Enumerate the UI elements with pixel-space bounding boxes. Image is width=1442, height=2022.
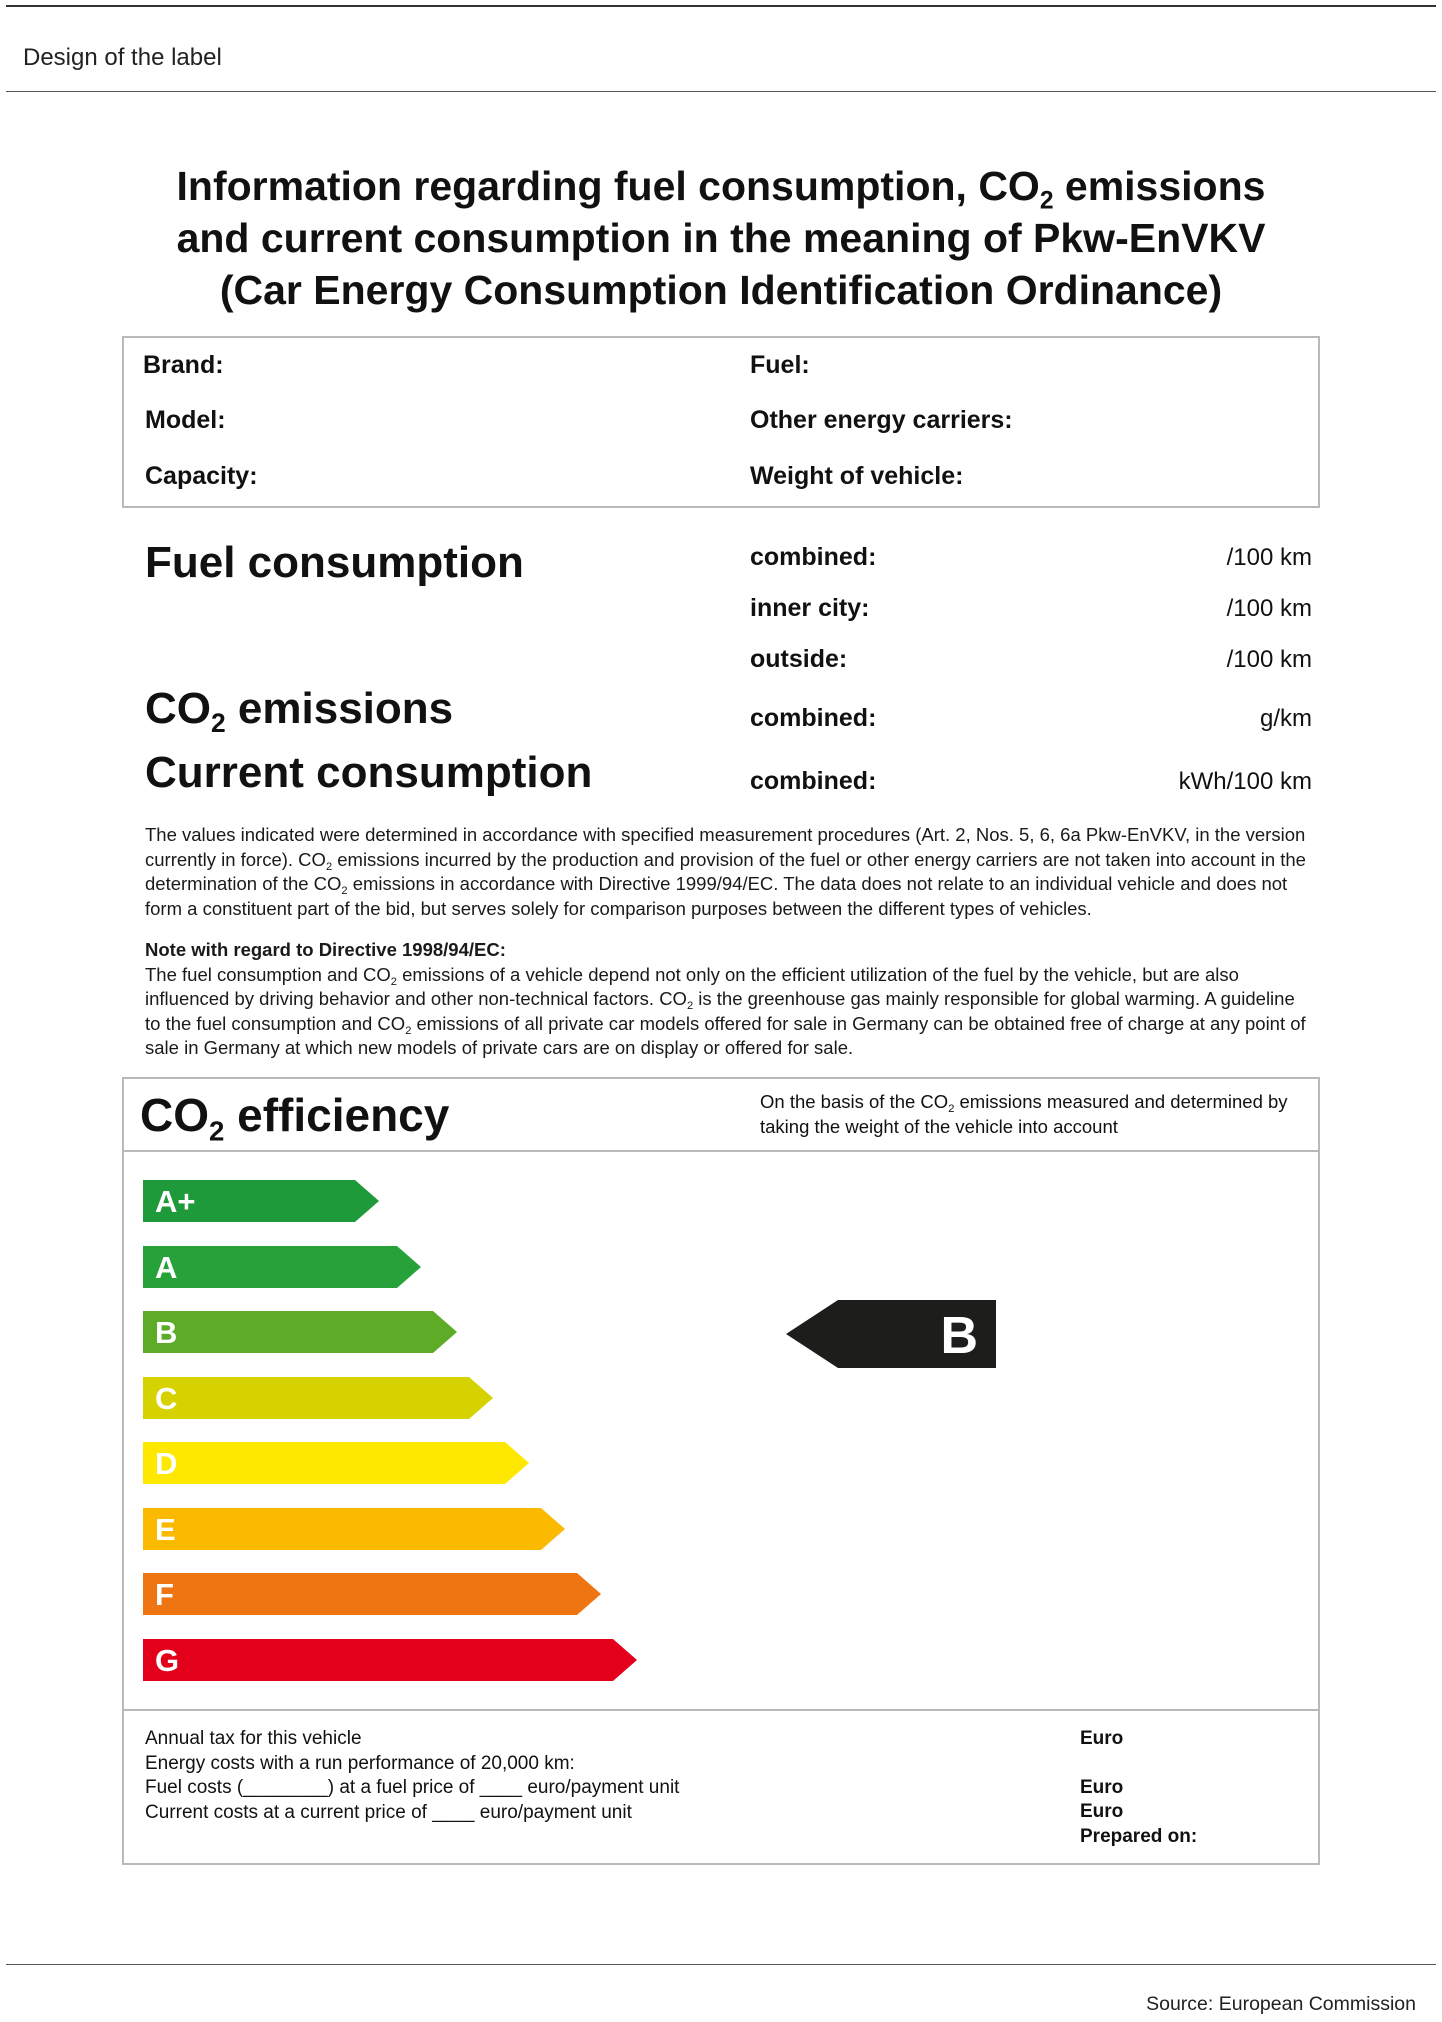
fuel-combined-unit: /100 km <box>1226 544 1312 571</box>
rating-arrow <box>786 1300 996 1368</box>
co2-efficiency-title: $CO_2$ efficiency <box>140 1089 450 1147</box>
efficiency-class-shape <box>143 1311 457 1353</box>
section-title: Design of the label <box>23 44 222 71</box>
vehicle-info-box <box>122 336 1320 508</box>
other-energy-label: Other energy carriers: <box>750 406 1013 434</box>
efficiency-class-shape <box>143 1639 637 1681</box>
efficiency-class-shape <box>143 1246 421 1288</box>
fuel-inner-city-unit: /100 km <box>1226 595 1312 622</box>
directive-note-heading: Note with regard to Directive 1998/94/EC: <box>145 939 506 960</box>
efficiency-class-label: D <box>155 1446 178 1481</box>
efficiency-class-shape <box>143 1442 529 1484</box>
current-consumption-heading: Current consumption <box>145 748 593 797</box>
efficiency-class-a-plus-bar <box>143 1180 379 1222</box>
efficiency-class-a-bar <box>143 1246 421 1288</box>
efficiency-class-b-bar <box>143 1311 457 1353</box>
euro-current: Euro <box>1080 1801 1124 1822</box>
model-label: Model: <box>145 406 226 434</box>
efficiency-class-label: A+ <box>155 1184 196 1219</box>
bottom-rule <box>6 1964 1436 1965</box>
current-costs-text: Current costs at a current price of ____ euro/payment unit <box>145 1801 632 1823</box>
rating-label: B <box>940 1307 978 1365</box>
fuel-outside-label: outside: <box>750 645 848 673</box>
fuel-combined-label: combined: <box>750 543 877 571</box>
directive-note: Note with regard to Directive 1998/94/EC: The fuel consumption and $CO_2$ emissions of a vehicle depend not only on the efficient utilization of the fuel by the vehicle, but are also influenced by driving behavior and other non-technical factors. $CO_2$ is the greenhouse gas mainly responsible for global warming. A guideline to the fuel consumption and $CO_2$ emissions of all private car models offered for sale in Germany can be obtained free of charge at any point of sale in Germany at which new models of private cars are on display or offered for sale. <box>145 938 1315 1061</box>
weight-label: Weight of vehicle: <box>750 462 964 490</box>
prepared-on-label: Prepared on: <box>1080 1826 1198 1847</box>
annual-tax-text: Annual tax for this vehicle <box>145 1728 362 1749</box>
fuel-inner-city-label: inner city: <box>750 594 870 622</box>
measurement-disclaimer: The values indicated were determined in accordance with specified measurement procedures (Art. 2, Nos. 5, 6, 6a Pkw-EnVKV, in the version currently in force). $CO_2$ emissions incurred by the production and provision of the fuel or other energy carriers are not taken into account in the determination of the $CO_2$ emissions in accordance with Directive 1999/94/EC. The data does not relate to an individual vehicle and does not form a constituent part of the bid, but serves solely for comparison purposes between the different types of vehicles. <box>145 824 1306 919</box>
energy-costs-text: Energy costs with a run performance of 20,000 km: <box>145 1752 575 1774</box>
co2-efficiency-description: On the basis of the $CO_2$ emissions measured and determined by taking the weight of the vehicle into account <box>760 1091 1288 1137</box>
efficiency-class-f-bar <box>143 1573 601 1615</box>
efficiency-class-d-bar <box>143 1442 529 1484</box>
fuel-outside-unit: /100 km <box>1226 646 1312 673</box>
co2-emissions-heading: $CO_2$ emissions <box>145 684 454 739</box>
efficiency-class-label: E <box>155 1512 176 1547</box>
footer-divider <box>124 1709 1318 1711</box>
source-credit: Source: European Commission <box>1146 1993 1416 2015</box>
fuel-costs-text: Fuel costs (________) at a fuel price of ____ euro/payment unit <box>145 1777 680 1798</box>
fuel-label: Fuel: <box>750 351 810 379</box>
co2-combined-unit: g/km <box>1259 705 1312 732</box>
efficiency-class-label: F <box>155 1577 174 1612</box>
efficiency-class-shape <box>143 1573 601 1615</box>
efficiency-class-label: B <box>155 1315 178 1350</box>
euro-fuel: Euro <box>1080 1777 1124 1798</box>
fuel-consumption-heading: Fuel consumption <box>145 538 524 587</box>
header-rule <box>6 91 1436 92</box>
efficiency-class-label: C <box>155 1381 178 1416</box>
efficiency-class-e-bar <box>143 1508 565 1550</box>
efficiency-class-label: A <box>155 1250 178 1285</box>
euro-tax: Euro <box>1080 1728 1124 1749</box>
brand-label: Brand: <box>143 351 224 379</box>
footer-costs <box>145 1727 679 1825</box>
top-rule <box>6 5 1436 7</box>
current-combined-label: combined: <box>750 767 877 795</box>
capacity-label: Capacity: <box>145 462 258 490</box>
label-title: Information regarding fuel consumption, $CO_2$ emissions and current consumption in the meaning of Pkw-EnVKV (Car Energy Consumption Identification Ordinance) <box>176 163 1266 313</box>
efficiency-class-c-bar <box>143 1377 493 1419</box>
efficiency-class-shape <box>143 1508 565 1550</box>
efficiency-class-shape <box>143 1377 493 1419</box>
efficiency-divider <box>124 1150 1318 1152</box>
co2-combined-label: combined: <box>750 704 877 732</box>
efficiency-class-label: G <box>155 1643 180 1678</box>
efficiency-class-g-bar <box>143 1639 637 1681</box>
current-combined-unit: kWh/100 km <box>1178 768 1312 795</box>
